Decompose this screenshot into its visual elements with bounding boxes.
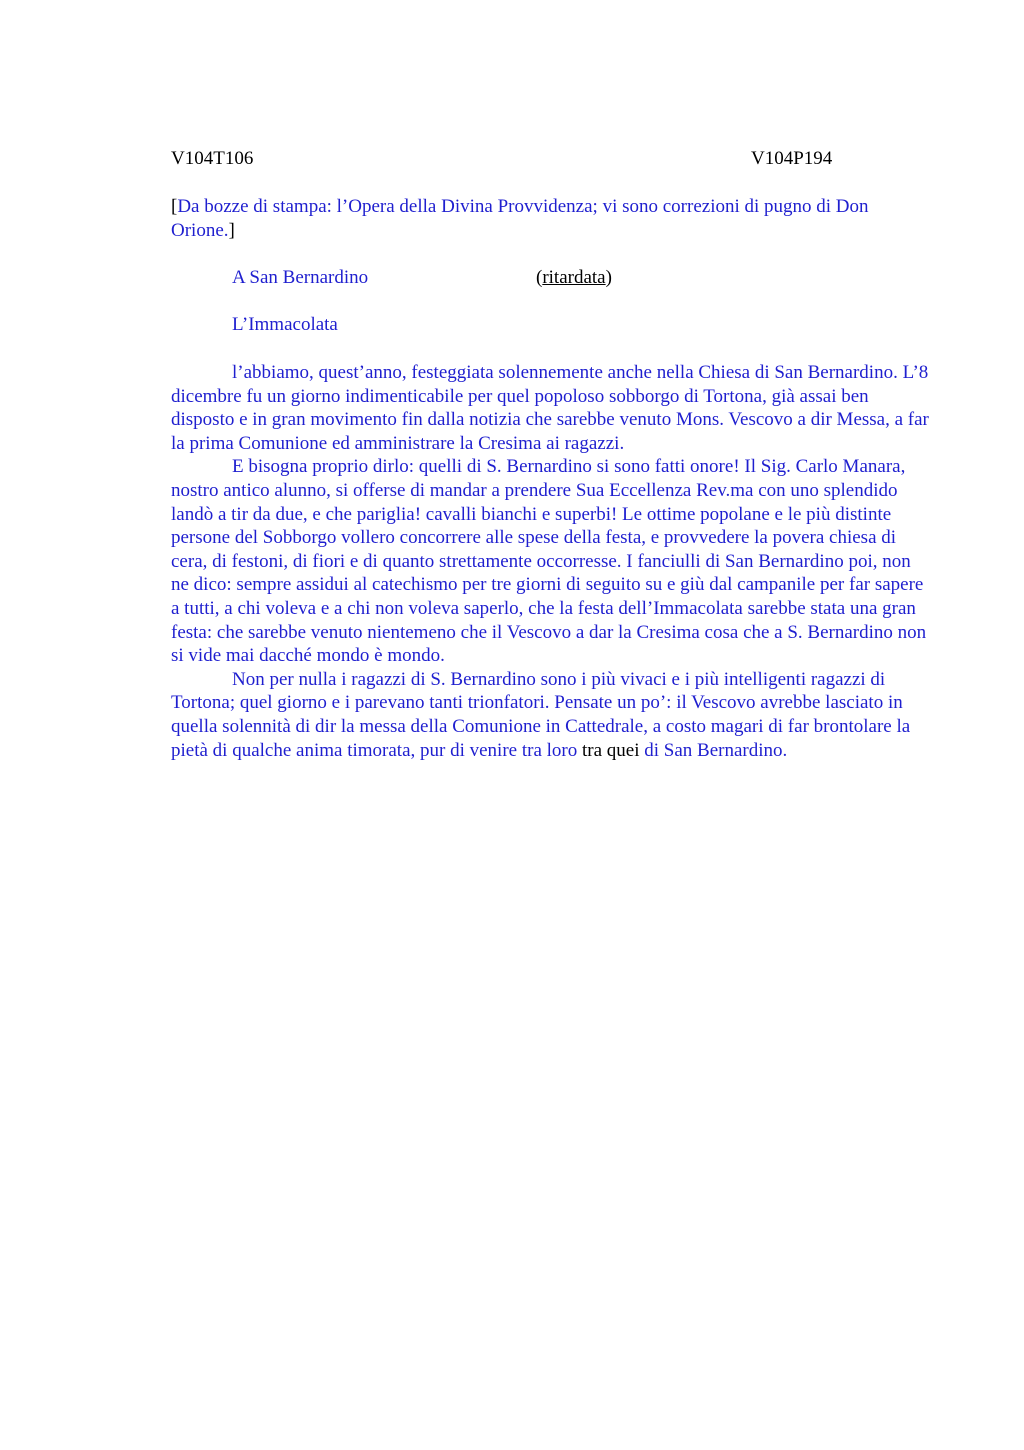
last-paragraph-end: di San Bernardino.: [639, 739, 788, 761]
note-open-bracket: [: [171, 196, 178, 217]
header-right-code: V104P194: [751, 148, 833, 169]
note-text: Da bozze di stampa: l’Opera della Divina Provvidenza; vi sono correzioni di pugno di Don Orione.: [171, 196, 869, 241]
body-paragraph: E bisogna proprio dirlo: quelli di S. Bernardino si sono fatti onore! Il Sig. Carlo Manara, nostro antico alunno, si offerse di mandar a prendere Sua Eccellenza Rev.ma con uno splendido landò a tir da due, e che pariglia! cavalli bianchi e superbi! Le ottime popolane e le più distinte persone del Sobborgo vollero concorrere alle spese della festa, e provvedere la povera chiesa di cera, di festoni, di fiori e di quanto strettamente occorresse. I fanciulli di San Bernardino poi, non ne dico: sempre assidui al catechismo per tre giorni di seguito su e giù dal campanile per far sapere a tutti, a chi voleva e a chi non voleva saperlo, che la festa dell’Immacolata sarebbe stata una gran festa: che sarebbe venuto nientemeno che il Vescovo a dar la Cresima cosa che a S. Bernardino non si vide mai dacché mondo è mondo.: [171, 456, 927, 667]
annotation-paren-open: (: [536, 267, 543, 288]
annotation-text: ritardata: [542, 267, 606, 288]
last-paragraph-start: Non per nulla i ragazzi di S. Bernardino sono i più vivaci e i più intelligenti ragazzi di Tortona; quel giorno e i parevano tanti trionfatori. Pensate un po’: il Vescovo avrebbe lasciato in quella solennità di dir la messa della Comunione in Cattedrale, a costo magari di far brontolare la pietà di qualche anima timorata, pur di venire tra loro: [171, 668, 911, 761]
title-annotation: [536, 266, 612, 290]
article-subtitle: L’Immacolata: [232, 314, 338, 335]
note-close-bracket: ]: [228, 219, 235, 241]
article-title: A San Bernardino: [232, 267, 369, 288]
header-left-code: V104T106: [171, 148, 254, 169]
body-paragraph-last: [171, 668, 931, 762]
last-paragraph-correction: tra quei: [582, 739, 640, 761]
annotation-paren-close: ): [605, 267, 612, 288]
article-body: [171, 361, 931, 762]
editorial-note: [171, 195, 911, 242]
body-paragraph: l’abbiamo, quest’anno, festeggiata solennemente anche nella Chiesa di San Bernardino. L’8 dicembre fu un giorno indimenticabile per quel popoloso sobborgo di Tortona, già assai ben disposto e in gran movimento fin dalla notizia che sarebbe venuto Mons. Vescovo a dir Messa, a far la prima Comunione ed amministrare la Cresima ai ragazzi.: [171, 362, 929, 454]
